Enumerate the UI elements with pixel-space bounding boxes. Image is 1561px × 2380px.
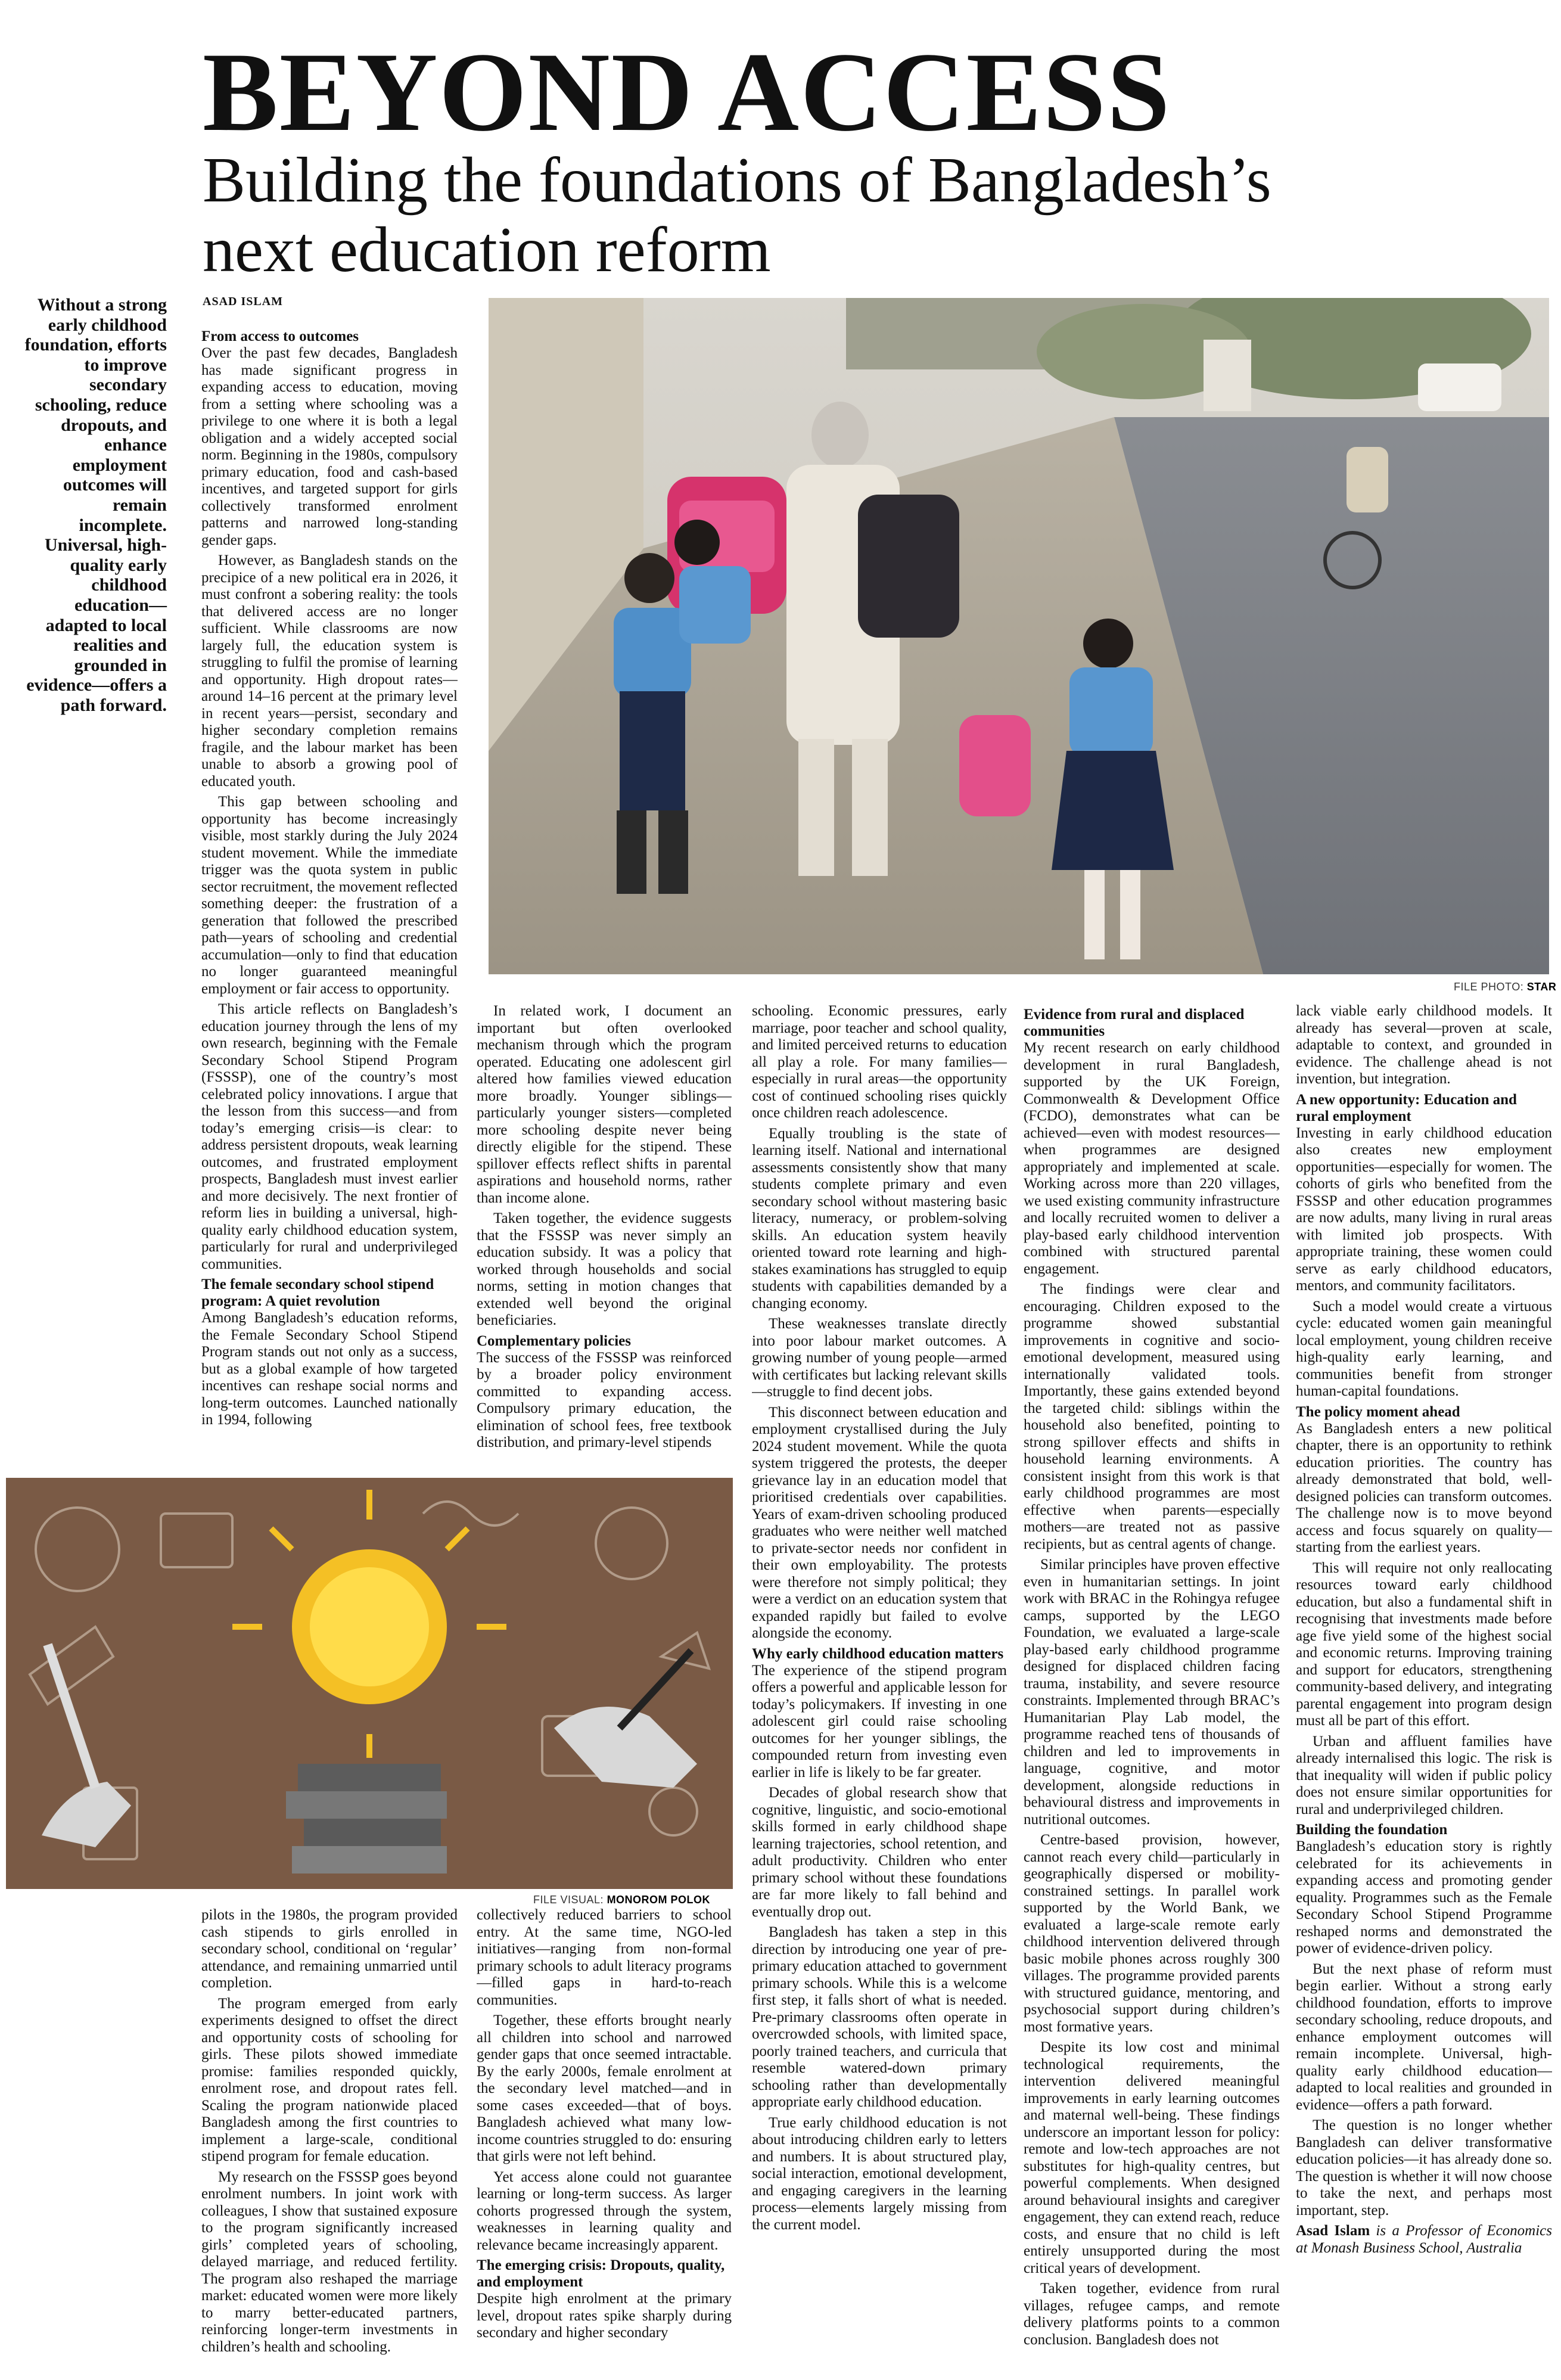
paragraph: pilots in the 1980s, the program provided cash stipends to girls enrolled in secondary school, conditional on ‘regular’ attendance, and remaining unmarried until completion.	[201, 1907, 458, 1991]
paragraph: lack viable early childhood models. It already has several—proven at scale, adaptable to context, and grounded in evidence. The challenge ahead is not invention, but integration.	[1296, 1003, 1552, 1087]
deck-line-1: Building the foundations of Bangladesh’s	[203, 145, 1271, 216]
article-column-1	[201, 325, 458, 1466]
subhead-policy-moment: The policy moment ahead	[1296, 1403, 1460, 1420]
paragraph: The experience of the stipend program offers a powerful and applicable lesson for today’s policymakers. If investing in one adolescent girl could raise schooling outcomes for her younger siblings, the compounded return from investing even earlier in life is likely to be far greater.	[752, 1662, 1007, 1781]
illustration-lightbulb-books-hands	[6, 1478, 733, 1889]
paragraph: However, as Bangladesh stands on the precipice of a new political era in 2026, it must confront a sobering reality: the tools that delivered access are no longer sufficient. While classrooms are now largely full, the education system is struggling to fulfil the promise of learning and opportunity. High dropout rates—around 14–16 percent at the primary level in recent years—persist, secondary and higher secondary completion remains fragile, and the labour market has been unable to absorb a growing pool of educated youth.	[201, 552, 458, 790]
subhead-stipend-program: The female secondary school stipend program: A quiet revolution	[201, 1276, 434, 1309]
illustration-credit	[533, 1894, 710, 1906]
article-column-5	[1296, 1003, 1552, 2367]
main-photo	[489, 298, 1549, 974]
illustration-credit-source: MONOROM POLOK	[607, 1894, 711, 1906]
paragraph: The success of the FSSSP was reinforced by a broader policy environment committed to expanding access. Compulsory primary education, the elimination of school fees, free textbook distribution, and primary-level stipends	[477, 1349, 732, 1450]
deck-headline	[203, 146, 1513, 285]
paragraph: The question is no longer whether Bangladesh can deliver transformative education policies—it has already done so. The question is whether it will now choose to take the next, and perhaps most important, step.	[1296, 2117, 1552, 2219]
byline: ASAD ISLAM	[203, 295, 284, 308]
paragraph: Decades of global research show that cognitive, linguistic, and socio-emotional skills formed in early childhood shape learning trajectories, school retention, and adult productivity. Children who enter primary school without these foundations are far more likely to fall behind and eventually drop out.	[752, 1785, 1007, 1920]
author-note	[1296, 2223, 1552, 2257]
photo-credit-label: FILE PHOTO:	[1454, 981, 1524, 993]
paragraph: Similar principles have proven effective even in humanitarian settings. In joint work with BRAC in the Rohingya refugee camps, supported by the LEGO Foundation, we evaluated a large-scale play-based early childhood programme designed for displaced children facing trauma, instability, and severe resource constraints. Implemented through BRAC’s Humanitarian Play Lab model, the programme reached tens of thousands of children and led to improvements in language, cognitive, and motor development, alongside reductions in behavioural distress and improvements in nutritional outcomes.	[1024, 1556, 1280, 1828]
paragraph: Equally troubling is the state of learning itself. National and international assessments consistently show that many students complete primary and even secondary school without mastering basic literacy, numeracy, or problem-solving skills. An education system heavily oriented toward rote learning and high-stakes examinations has struggled to equip students with capabilities demanded by a changing economy.	[752, 1125, 1007, 1312]
illustration-credit-label: FILE VISUAL:	[533, 1894, 604, 1906]
paragraph: This disconnect between education and employment crystallised during the July 2024 student movement. While the quota system triggered the protests, the deeper grievance lay in an education model that prioritised credentials over capabilities. Years of exam-driven schooling produced graduates who were neither well matched to private-sector needs nor confident in their own employability. The protests were therefore not simply political; they were a verdict on an education system that expanded rapidly but failed to evolve alongside the economy.	[752, 1404, 1007, 1641]
article-column-3	[752, 1003, 1007, 2367]
paragraph: My recent research on early childhood development in rural Bangladesh, supported by the UK Foreign, Commonwealth & Development Office (FCDO), demonstrates what can be achieved—even with modest resources—when programmes are designed appropriately and implemented at scale. Working across more than 220 villages, we used existing community infrastructure and locally recruited women to deliver a play-based early childhood intervention combined with structured parental engagement.	[1024, 1040, 1280, 1277]
author-name: Asad Islam	[1296, 2223, 1370, 2239]
subhead-new-opportunity: A new opportunity: Education and rural employment	[1296, 1091, 1517, 1124]
paragraph: collectively reduced barriers to school entry. At the same time, NGO-led initiatives—ranging from non-formal primary schools to adult literacy programs—filled gaps in hard-to-reach communities.	[477, 1907, 732, 2008]
paragraph: Bangladesh has taken a step in this direction by introducing one year of pre-primary education attached to government primary schools. While this is a welcome first step, it falls short of what is needed. Pre-primary classrooms often operate in overcrowded schools, with limited space, poorly trained teachers, and curricula that resemble watered-down primary schooling rather than developmentally appropriate early childhood education.	[752, 1924, 1007, 2110]
paragraph: The program emerged from early experiments designed to offset the direct and opportunity costs of schooling for girls. These pilots showed immediate promise: families responded quickly, enrolment rose, and dropout rates fell. Scaling the program nationwide placed Bangladesh among the first countries to implement a large-scale, conditional stipend program for female education.	[201, 1995, 458, 2164]
paragraph: Centre-based provision, however, cannot reach every child—particularly in geographically dispersed or mobility-constrained settings. In parallel work supported by the World Bank, we evaluated a large-scale remote early childhood intervention delivered through basic mobile phones across roughly 300 villages. The programme provided parents with structured guidance, mentoring, and psychosocial support during children’s most formative years.	[1024, 1832, 1280, 2035]
paragraph: My research on the FSSSP goes beyond enrolment numbers. In joint work with colleagues, I show that sustained exposure to the program significantly increased girls’ completed years of schooling, delayed marriage, and reduced fertility. The program also reshaped the marriage market: educated women were more likely to marry better-educated partners, reinforcing longer-term investments in children’s health and schooling.	[201, 2168, 458, 2355]
photo-children-walking-to-school	[489, 298, 1549, 974]
paragraph: Such a model would create a virtuous cycle: educated women gain meaningful local employment, young children receive high-quality early learning, and communities benefit from stronger human-capital foundations.	[1296, 1298, 1552, 1399]
subhead-from-access: From access to outcomes	[201, 328, 359, 344]
deck-line-2: next education reform	[203, 214, 771, 285]
photo-credit	[1454, 981, 1556, 993]
paragraph: This article reflects on Bangladesh’s education journey through the lens of my own research, beginning with the Female Secondary School Stipend Program (FSSSP), one of the country’s most celebrated policy innovations. I argue that the lesson from this success—and from today’s emerging crisis—is clear: to address persistent dropouts, weak learning outcomes, and frustrated employment prospects, Bangladesh must invest earlier and more decisively. The next frontier of reform lies in building a universal, high-quality early childhood education system, particularly for rural and underprivileged communities.	[201, 1001, 458, 1272]
article-column-2	[477, 1003, 732, 1468]
paragraph: Over the past few decades, Bangladesh has made significant progress in expanding access to education, moving from a setting where schooling was a privilege to one where it is both a legal obligation and a widely accepted social norm. Beginning in the 1980s, compulsory primary education, food and cash-based incentives, and targeted support for girls collectively transformed enrolment patterns and narrowed long-standing gender gaps.	[201, 345, 458, 548]
kicker-headline: BEYOND ACCESS	[203, 30, 1171, 155]
paragraph: Bangladesh’s education story is rightly celebrated for its achievements in expanding access and promoting gender equality. Programmes such as the Female Secondary School Stipend Programme reshaped norms and demonstrated the power of evidence-driven policy.	[1296, 1838, 1552, 1956]
photo-credit-source: STAR	[1526, 981, 1557, 993]
pull-quote: Without a strong early childhood foundation, efforts to improve secondary schooling, reduce dropouts, and enhance employment outcomes will remain incomplete. Universal, high-quality early childhood education—adapted to local realities and grounded in evidence—offers a path forward.	[24, 295, 167, 715]
article-column-4	[1024, 1003, 1280, 2367]
subhead-complementary: Complementary policies	[477, 1332, 631, 1349]
article-column-7	[477, 1907, 732, 2372]
paragraph: True early childhood education is not about introducing children early to letters and numbers. It is about structured play, social interaction, emotional development, and engaging caregivers in the learning process—elements largely missing from the current model.	[752, 2114, 1007, 2233]
illustration	[6, 1478, 733, 1889]
subhead-emerging-crisis: The emerging crisis: Dropouts, quality, and employment	[477, 2257, 725, 2290]
paragraph: These weaknesses translate directly into poor labour market outcomes. A growing number of young people—armed with certificates but lacking relevant skills—struggle to find decent jobs.	[752, 1316, 1007, 1400]
paragraph: Together, these efforts brought nearly all children into school and narrowed gender gaps that once seemed intractable. By the early 2000s, female enrolment at the secondary level matched—and in some cases exceeded—that of boys. Bangladesh achieved what many low-income countries struggled to do: ensuring that girls were not left behind.	[477, 2012, 732, 2164]
paragraph: Yet access alone could not guarantee learning or long-term success. As larger cohorts progressed through the system, weaknesses in learning quality and relevance became increasingly apparent.	[477, 2168, 732, 2253]
paragraph: Despite high enrolment at the primary level, dropout rates spike sharply during secondary and higher secondary	[477, 2291, 732, 2341]
paragraph: Among Bangladesh’s education reforms, the Female Secondary School Stipend Program stands out not only as a success, but as a global example of how targeted incentives can reshape social norms and long-term outcomes. Launched nationally in 1994, following	[201, 1310, 458, 1428]
subhead-early-childhood: Why early childhood education matters	[752, 1645, 1004, 1662]
paragraph: Urban and affluent families have already internalised this logic. The risk is that inequality will widen if public policy does not ensure similar opportunities for rural and underprivileged children.	[1296, 1733, 1552, 1817]
paragraph: schooling. Economic pressures, early marriage, poor teacher and school quality, and limited perceived returns to education all play a role. For many families—especially in rural areas—the opportunity cost of continued schooling rises quickly once children reach adolescence.	[752, 1003, 1007, 1121]
paragraph: Taken together, evidence from rural villages, refugee camps, and remote delivery platforms points to a common conclusion. Bangladesh does not	[1024, 2280, 1280, 2348]
paragraph: As Bangladesh enters a new political chapter, there is an opportunity to rethink education priorities. The country has already demonstrated that bold, well-designed policies can transform outcomes. The challenge now is to move beyond access and focus squarely on quality—starting from the earliest years.	[1296, 1420, 1552, 1555]
subhead-evidence: Evidence from rural and displaced communities	[1024, 1006, 1245, 1039]
paragraph: But the next phase of reform must begin earlier. Without a strong early childhood foundation, efforts to improve secondary schooling, reduce dropouts, and enhance employment outcomes will remain incomplete. Universal, high-quality early childhood education—adapted to local realities and grounded in evidence—offers a path forward.	[1296, 1960, 1552, 2113]
paragraph: This will require not only reallocating resources toward early childhood education, but also a fundamental shift in recognising that investments made before age five yield some of the highest social and economic returns. Improving training and support for educators, strengthening community-based delivery, and integrating parental engagement into program design must all be part of this effort.	[1296, 1559, 1552, 1729]
paragraph: This gap between schooling and opportunity has become increasingly visible, most starkly during the July 2024 student movement. While the immediate trigger was the quota system in public sector recruitment, the movement reflected something deeper: the frustration of a generation that followed the prescribed path—years of schooling and credential accumulation—only to find that education no longer guaranteed meaningful employment or fair access to opportunity.	[201, 794, 458, 997]
paragraph: Investing in early childhood education also creates new employment opportunities—especially for women. The cohorts of girls who benefited from the FSSSP and other education programmes are now adults, many living in rural areas with limited job prospects. With appropriate training, these women could serve as early childhood educators, mentors, and community facilitators.	[1296, 1124, 1552, 1294]
author-description: is a Professor of Economics at Monash Business School, Australia	[1296, 2223, 1552, 2256]
paragraph: In related work, I document an important but often overlooked mechanism through which the program operated. Educating one adolescent girl altered how families viewed education more broadly. Younger siblings—particularly younger sisters—completed more schooling despite never being directly eligible for the stipend. These spillover effects reflect shifts in parental aspirations and household norms, rather than income alone.	[477, 1003, 732, 1206]
paragraph: Taken together, the evidence suggests that the FSSSP was never simply an education subsidy. It was a policy that worked through households and social norms, setting in motion changes that extended well beyond the original beneficiaries.	[477, 1210, 732, 1328]
article-column-6	[201, 1907, 458, 2372]
paragraph: Despite its low cost and minimal technological requirements, the intervention delivered meaningful improvements in early learning outcomes and maternal well-being. These findings underscore an important lesson for policy: remote and low-tech approaches are not substitutes for high-quality centres, but powerful complements. When designed around behavioural insights and caregiver engagement, they can extend reach, reduce costs, and ensure that no child is left entirely unsupported during the most critical years of development.	[1024, 2039, 1280, 2276]
paragraph: The findings were clear and encouraging. Children exposed to the programme showed substantial improvements in cognitive and socio-emotional development, measured using internationally validated tools. Importantly, these gains extended beyond the targeted child: siblings within the household also benefited, pointing to strong spillover effects and shifts in household learning environments. A consistent insight from this work is that early childhood programmes are most effective when parents—especially mothers—are treated not as passive recipients, but as central agents of change.	[1024, 1281, 1280, 1552]
subhead-building-foundation: Building the foundation	[1296, 1822, 1448, 1838]
